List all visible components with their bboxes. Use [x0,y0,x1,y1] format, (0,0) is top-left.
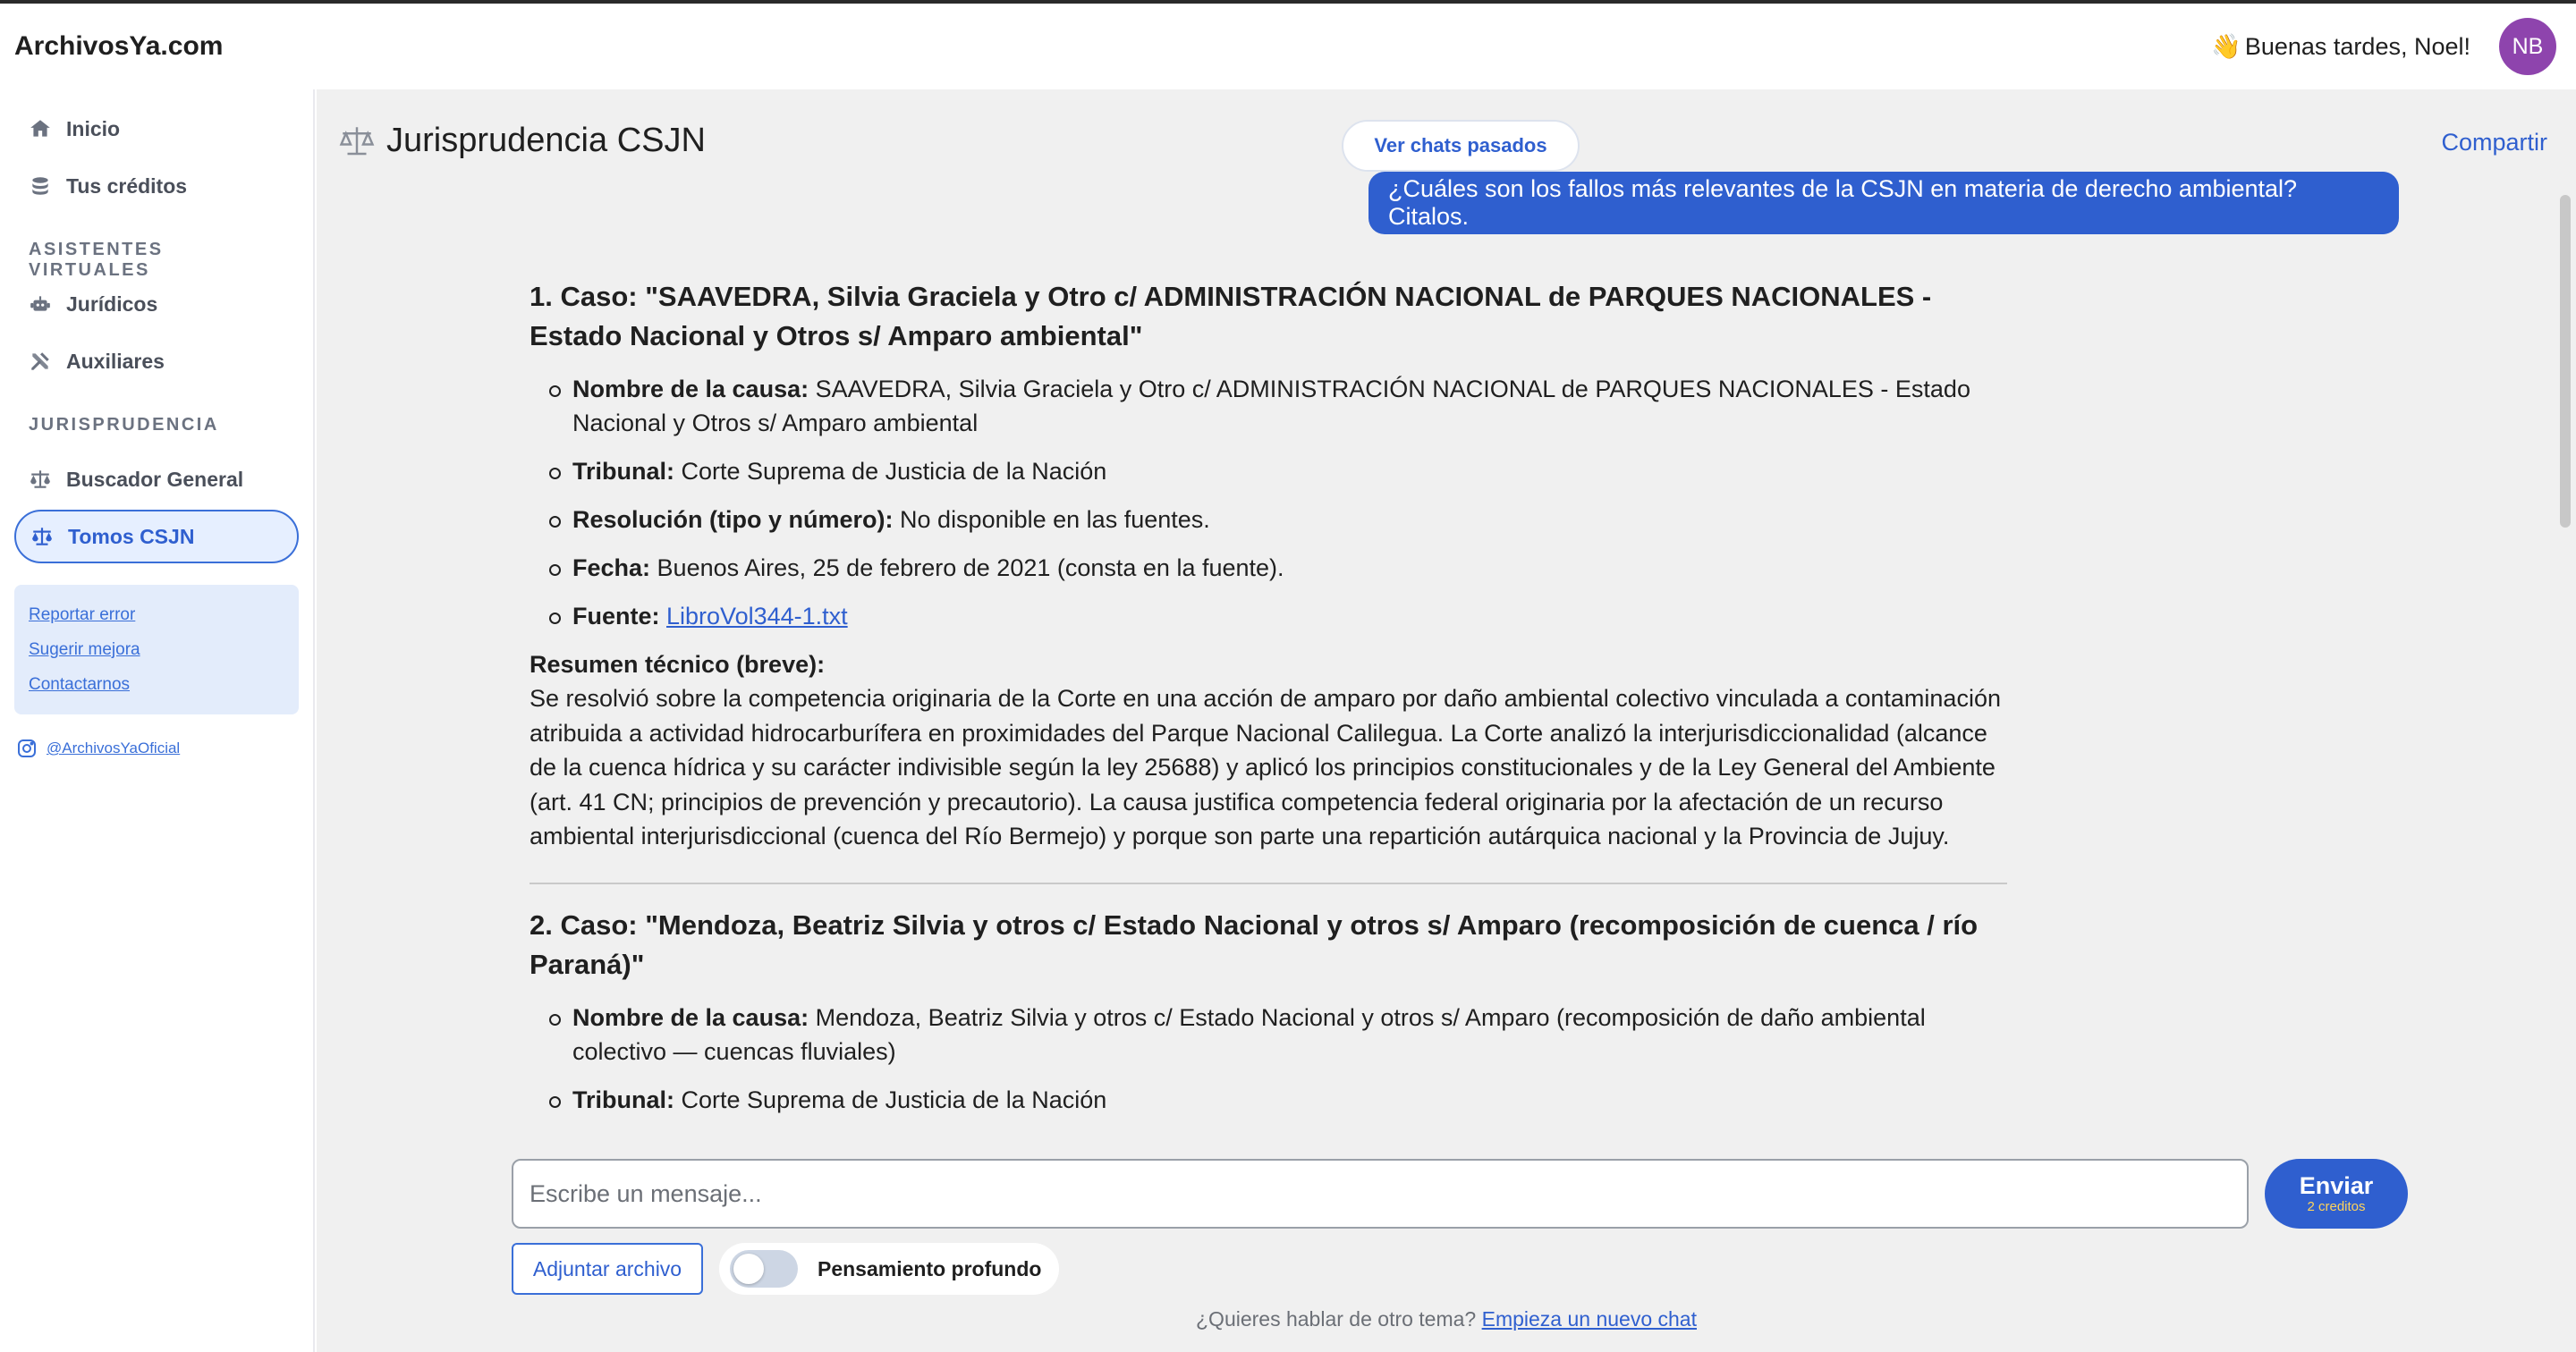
sidebar-item-label: Inicio [66,116,121,140]
summary-label: Resumen técnico (breve): [530,651,826,678]
help-links-box [14,585,299,714]
new-topic-question: ¿Quieres hablar de otro tema? [1196,1307,1477,1331]
divider [530,883,2007,884]
sidebar-item-label: Tomos CSJN [68,524,195,548]
greeting-text: Buenas tardes, Noel! [2244,32,2470,60]
share-button[interactable]: Compartir [2441,129,2547,156]
case-title: 1. Caso: "SAAVEDRA, Silvia Graciela y Otro c/ ADMINISTRACIÓN NACIONAL de PARQUES NACIONALES - Estado Nacional y Otros s/ Amparo ambiental" [530,281,1932,351]
report-error-link[interactable]: Reportar error [29,605,136,624]
case-title: 2. Caso: "Mendoza, Beatriz Silvia y otros c/ Estado Nacional y otros s/ Amparo (recomposición de cuenca / río Paraná)" [530,908,1979,980]
list-item: Tribunal: Corte Suprema de Justicia de la Nación [572,1083,2007,1117]
send-button[interactable] [2265,1159,2408,1229]
home-icon [29,117,52,140]
sidebar-item-auxiliares[interactable] [14,334,299,388]
header-user-area [2211,18,2556,75]
top-header [0,4,2576,89]
section-title-asistentes: ASISTENTES VIRTUALES [29,240,164,280]
sidebar-item-inicio[interactable] [14,102,299,156]
section-title-jurisprudencia: JURISPRUDENCIA [29,415,219,435]
sidebar-item-label: Auxiliares [66,349,165,373]
greeting [2211,32,2470,61]
sidebar-item-tomos-csjn[interactable] [14,510,299,563]
avatar[interactable]: NB [2499,18,2556,75]
user-message-bubble: ¿Cuáles son los fallos más relevantes de la CSJN en materia de derecho ambiental? Citalos. [1368,172,2399,234]
sidebar-item-label: Buscador General [66,467,244,491]
scale-icon [30,525,54,548]
scrollbar[interactable] [2560,195,2571,528]
new-topic-note [317,1307,2576,1331]
scale-icon [29,468,52,491]
page-title [338,122,706,160]
assistant-response [530,265,2007,1232]
deep-think-label: Pensamiento profundo [818,1256,1042,1280]
main-panel [317,89,2576,1352]
list-item: Fuente: LibroVol344-1.txt [572,599,2007,633]
instagram-link[interactable] [14,738,299,759]
message-input[interactable]: Escribe un mensaje... [512,1159,2249,1229]
source-file-link[interactable]: LibroVol344-1.txt [666,603,848,630]
robot-icon [29,292,52,316]
page-title-text: Jurisprudencia CSJN [386,122,706,159]
deep-think-control [719,1243,1059,1295]
sidebar-item-juridicos[interactable] [14,277,299,331]
list-item: Fecha: Buenos Aires, 25 de febrero de 2021 (consta en la fuente). [572,551,2007,585]
brand-logo[interactable]: ArchivosYa.com [14,31,224,61]
sidebar [0,89,315,1352]
list-item: Tribunal: Corte Suprema de Justicia de la Nación [572,454,2007,488]
scale-icon [338,123,376,160]
new-chat-link[interactable]: Empieza un nuevo chat [1481,1307,1697,1331]
waving-hand-icon: 👋 [2211,33,2241,60]
sidebar-item-creditos[interactable] [14,159,299,213]
tools-icon [29,350,52,373]
attach-file-button[interactable]: Adjuntar archivo [512,1243,703,1295]
case-details-list [530,1001,2007,1117]
send-cost-label: 2 creditos [2307,1199,2366,1214]
instagram-handle: @ArchivosYaOficial [47,739,181,756]
send-button-label: Enviar [2299,1172,2374,1199]
list-item: Nombre de la causa: Mendoza, Beatriz Silvia y otros c/ Estado Nacional y otros s/ Amparo (recomposición de daño ambiental colectivo — cuencas fluviales) [572,1001,2007,1069]
contact-link[interactable]: Contactarnos [29,675,131,694]
deep-think-toggle[interactable] [730,1250,798,1288]
sidebar-item-label: Tus créditos [66,173,188,198]
past-chats-button[interactable]: Ver chats pasados [1342,120,1580,172]
case-details-list [530,372,2007,633]
list-item: Nombre de la causa: SAAVEDRA, Silvia Graciela y Otro c/ ADMINISTRACIÓN NACIONAL de PARQUES NACIONALES - Estado Nacional y Otros s/ Amparo ambiental [572,372,2007,440]
sidebar-item-label: Jurídicos [66,292,158,316]
coins-icon [29,174,52,198]
sidebar-item-buscador-general[interactable] [14,452,299,506]
suggest-improvement-link[interactable]: Sugerir mejora [29,640,140,659]
instagram-icon [16,738,38,759]
toggle-knob [733,1254,764,1284]
summary-text: Se resolvió sobre la competencia originaria de la Corte en una acción de amparo por daño ambiental colectivo vinculada a contaminación atribuida a actividad hidrocarburífera en proximidades del Parque Nacional Calilegua. La Corte analizó la interjurisdiccionalidad (alcance de la cuenca hídrica y su carácter indivisible según la ley 25688) y aplicó los principios constitucionales y de la Ley General del Ambiente (art. 41 CN; principios de prevención y precautorio). La causa justifica competencia federal originaria por la afectación de un recurso ambiental interjurisdiccional (cuenca del Río Bermejo) y porque son parte una repartición autárquica nacional y la Provincia de Jujuy. [530,685,2001,849]
list-item: Resolución (tipo y número): No disponible en las fuentes. [572,503,2007,537]
